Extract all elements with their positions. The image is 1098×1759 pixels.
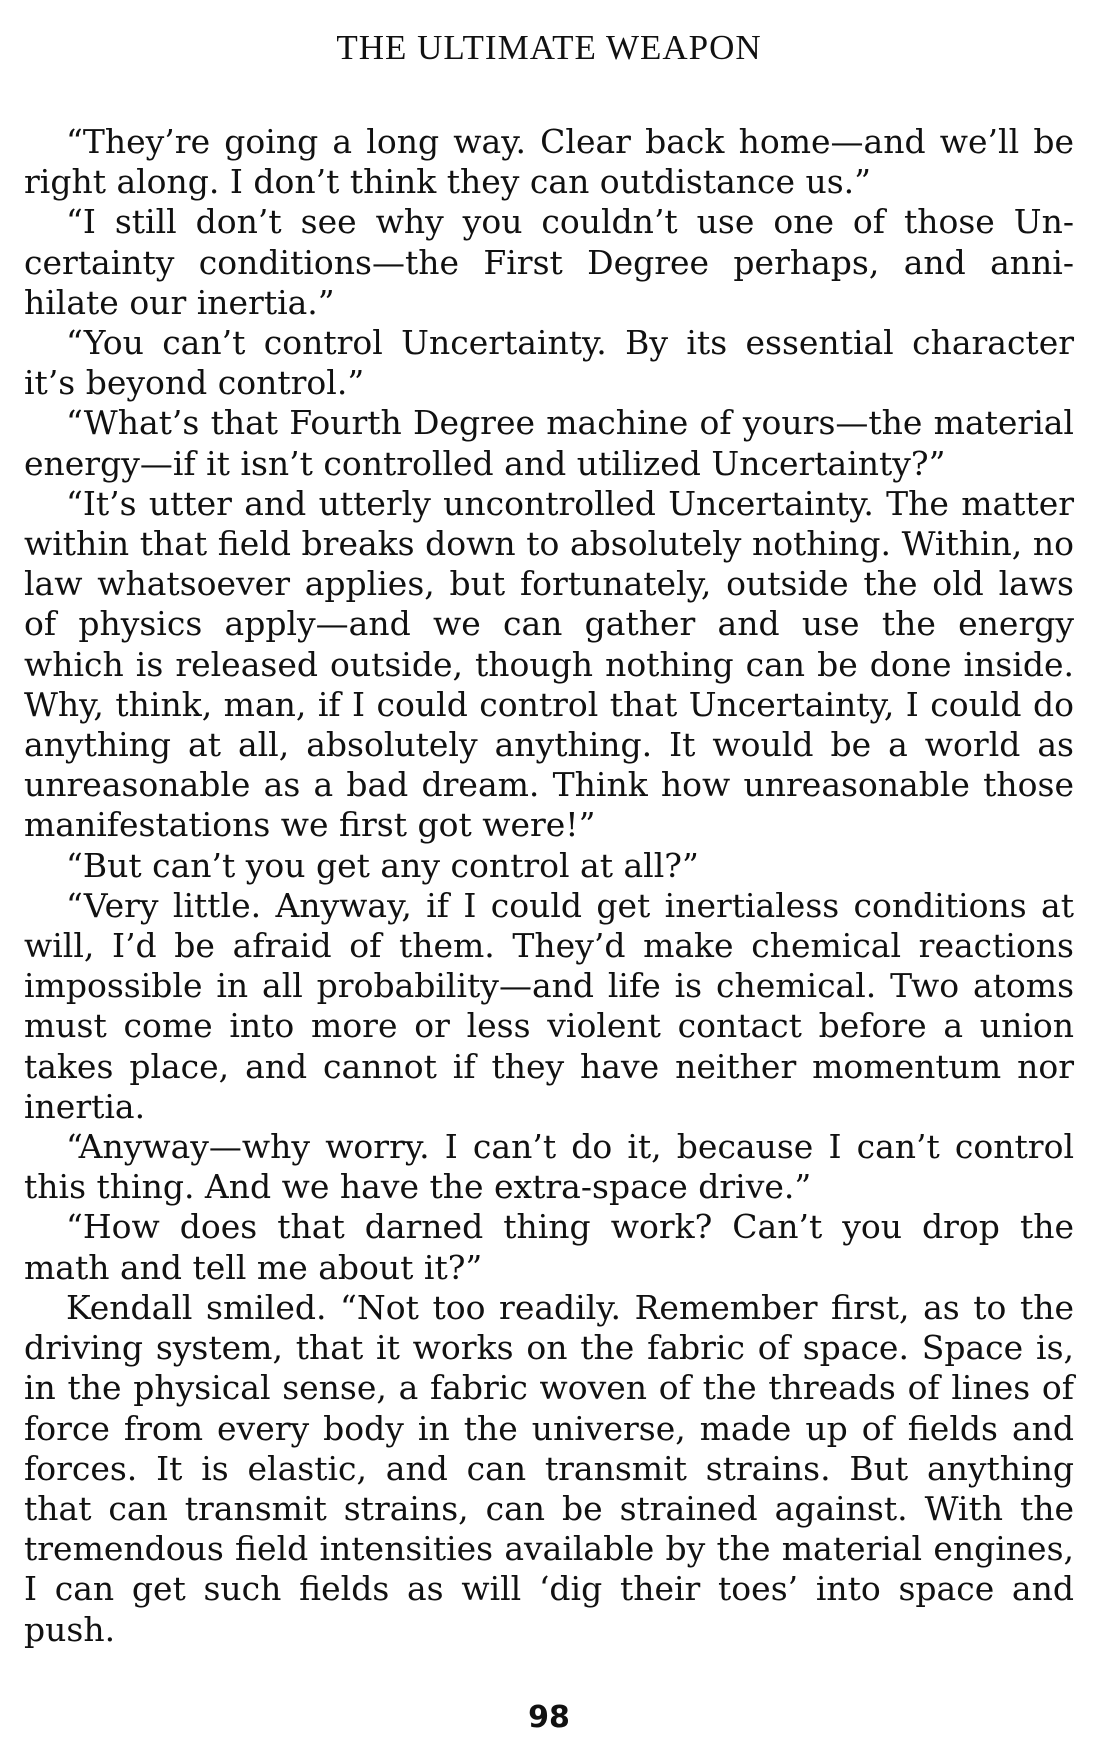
paragraph: “Anyway—why worry. I can’t do it, because I can’t control this thing. And we have the extra-space drive.” (24, 1127, 1074, 1207)
paragraph: “Very little. Anyway, if I could get inertialess conditions at will, I’d be afraid of them. They’d make chemical reactions impossible in all probability—and life is chemical. Two atoms must come into more or less violent contact before a union takes place, and cannot if they have neither momentum nor inertia. (24, 885, 1074, 1126)
paragraph: “What’s that Fourth Degree machine of yours—the material energy—if it isn’t controlled and utilized Uncertainty?” (24, 403, 1074, 483)
paragraph: “But can’t you get any control at all?” (66, 845, 699, 885)
paragraph: “It’s utter and utterly uncontrolled Uncertainty. The matter within that field breaks down to absolutely nothing. Within, no law whatsoever applies, but fortunately, outside the old laws of physics apply—and we can gather and use the energy which is released outside, though nothing can be done inside. Why, think, man, if I could control that Uncertainty, I could do anything at all, absolutely anything. It would be a world as unreasonable as a bad dream. Think how unreasonable those manifestations we first got were!” (24, 483, 1074, 845)
paragraph: “They’re going a long way. Clear back home—and we’ll be right along. I don’t think they can outdistance us.” (24, 122, 1074, 202)
paragraph: “You can’t control Uncertainty. By its essential character it’s beyond control.” (24, 323, 1074, 403)
paragraph: “I still don’t see why you couldn’t use one of those Uncertainty conditions—the First Degree perhaps, and annihilate our inertia.” (24, 202, 1074, 322)
page-number: 98 (528, 1700, 570, 1735)
paragraph: “How does that darned thing work? Can’t you drop the math and tell me about it?” (24, 1207, 1074, 1287)
body-text (24, 122, 1074, 1650)
paragraph: Kendall smiled. “Not too readily. Remember first, as to the driving system, that it works on the fabric of space. Space is, in the physical sense, a fabric woven of the threads of lines of force from every body in the universe, made up of fields and forces. It is elastic, and can transmit strains. But anything that can transmit strains, can be strained against. With the tremendous field intensities available by the material engines, I can get such fields as will ‘dig their toes’ into space and push. (24, 1287, 1074, 1649)
running-title: THE ULTIMATE WEAPON (336, 28, 762, 67)
